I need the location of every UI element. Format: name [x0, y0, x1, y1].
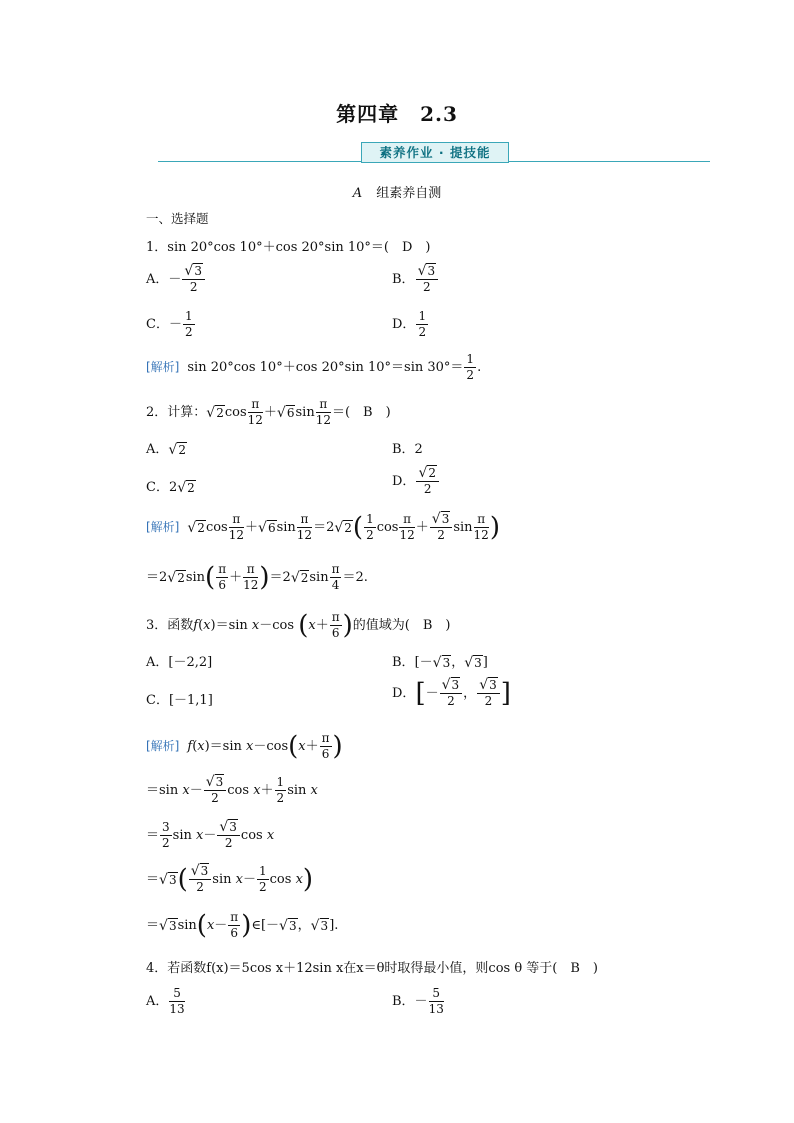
question-4-stem: 4．若函数f(x)＝5cos x＋12sin x在x＝θ时取得最小值，则cos θ 等于( B ) — [146, 961, 599, 976]
q2-option-b: B．2 — [392, 442, 423, 457]
q4-option-a: A． $\frac{5}{13}$ — [146, 986, 185, 1016]
group-title: A 组素养自测 — [352, 186, 442, 201]
question-3-stem: 3．函数f(x)＝sin x－cos (x＋ $\frac{\pi}{6}$ )的值域为( B ) — [146, 610, 451, 641]
q3-option-d: D．[－ $\frac{√3}{2}$ ， $\frac{√3}{2}$ ] — [392, 677, 511, 709]
q2-option-c: C．2√2 — [146, 479, 195, 496]
q1-option-c: C．－ $\frac{1}{2}$ — [146, 309, 193, 339]
q3-option-c: C．[－1,1] — [146, 693, 213, 708]
q1-option-a: A．－ $\frac{√3}{2}$ — [146, 264, 206, 295]
q2-option-d: D． $\frac{√2}{2}$ — [392, 466, 440, 497]
q2-solution-line-1: [解析] √2cos $\frac{\pi}{12}$ ＋√6sin $\frac{\pi}{12}$ ＝2√2( $\frac{1}{2}$ cos $\frac{\pi}{12}$ ＋ $\frac{√3}{2}$ sin $\frac{\pi}{12}$ ) — [146, 511, 500, 543]
question-2-stem: 2．计算：√2cos $\frac{\pi}{12}$ ＋√6sin $\frac{\pi}{12}$ ＝( B ) — [146, 397, 391, 427]
q3-option-b: B．[－√3，√3] — [392, 654, 488, 671]
q1-option-b: B． $\frac{√3}{2}$ — [392, 264, 439, 295]
q1-solution: [解析] sin 20°cos 10°＋cos 20°sin 10°＝sin 30°＝ $\frac{1}{2}$ . — [146, 352, 482, 382]
q3-option-a: A．[－2,2] — [146, 655, 213, 670]
q2-solution-line-2: ＝2√2sin( $\frac{\pi}{6}$ ＋ $\frac{\pi}{12}$ )＝2√2sin $\frac{\pi}{4}$ ＝2. — [146, 562, 368, 593]
q4-option-b: B．－ $\frac{5}{13}$ — [392, 986, 444, 1016]
question-1-stem: 1．sin 20°cos 10°＋cos 20°sin 10°＝( D ) — [146, 240, 431, 255]
q2-option-a: A．√2 — [146, 441, 186, 458]
section-heading: 一、选择题 — [146, 211, 209, 226]
banner-area — [158, 142, 710, 164]
q1-option-d: D． $\frac{1}{2}$ — [392, 309, 427, 339]
page-title: 第四章 2.3 — [336, 102, 458, 126]
q3-solution-line-4: ＝√3( $\frac{√3}{2}$ sin x－ $\frac{1}{2}$ cos x) — [146, 863, 314, 895]
q3-solution-line-3: ＝ $\frac{3}{2}$ sin x－ $\frac{√3}{2}$ cos x — [146, 819, 275, 850]
q3-solution-line-5: ＝√3sin(x－ $\frac{\pi}{6}$ )∈[－√3，√3]. — [146, 910, 339, 941]
q3-solution-line-2: ＝sin x－ $\frac{√3}{2}$ cos x＋ $\frac{1}{2}$ sin x — [146, 774, 318, 805]
q3-solution-line-1: [解析] f(x)＝sin x－cos(x＋ $\frac{\pi}{6}$ ) — [146, 731, 343, 762]
section-banner: 素养作业 · 提技能 — [361, 142, 509, 163]
